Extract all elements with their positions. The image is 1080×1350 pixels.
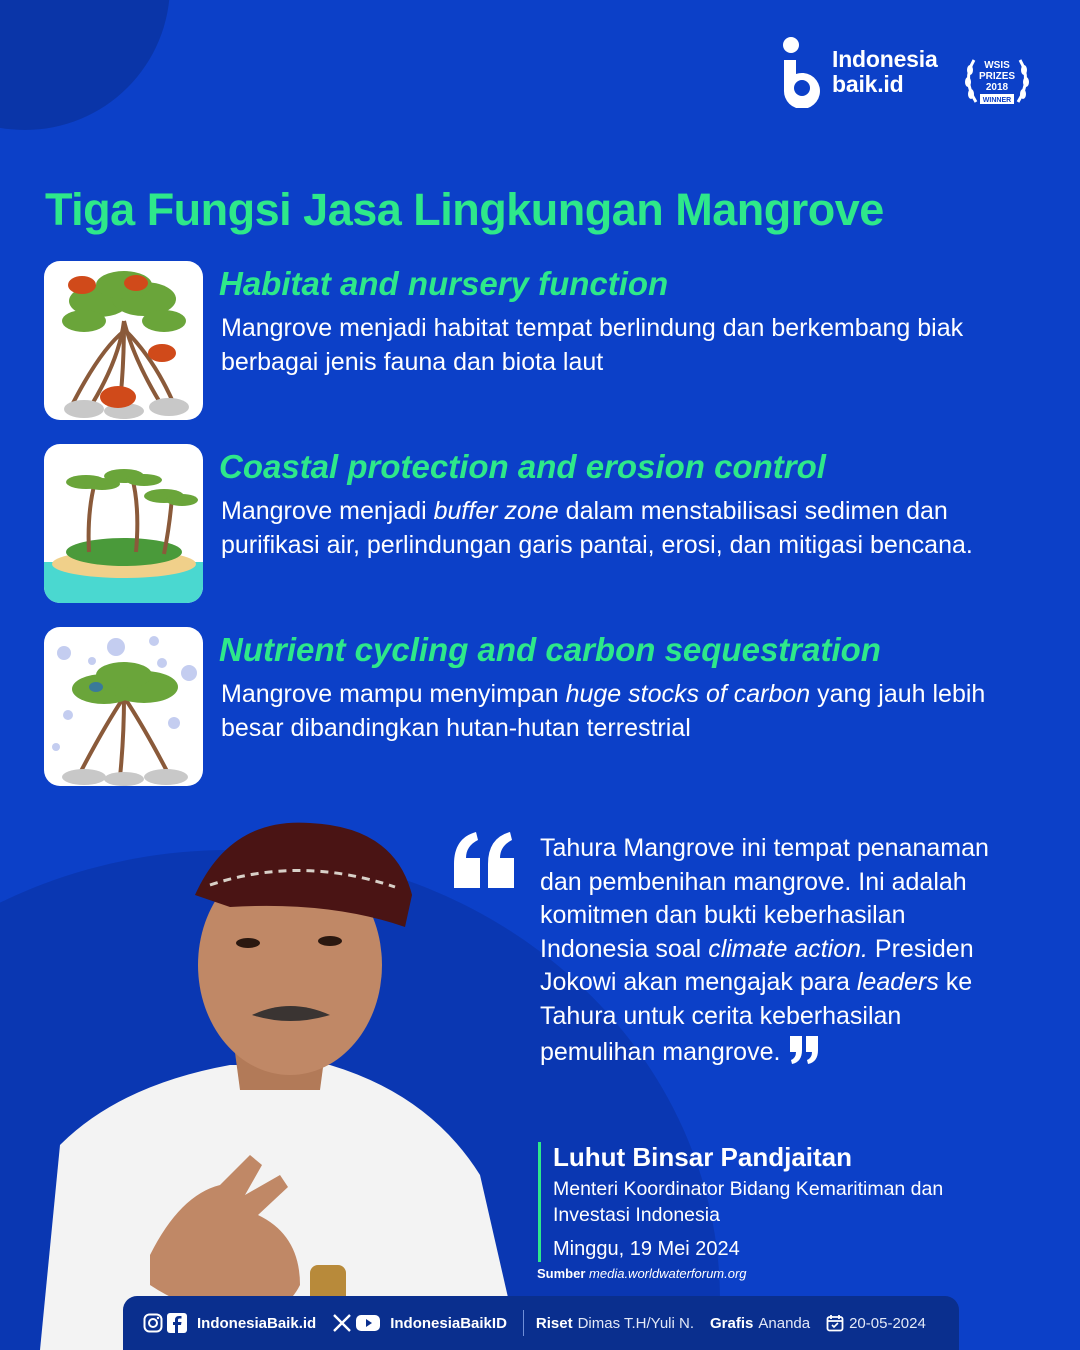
logo-b-icon xyxy=(780,36,826,108)
prize-line1: WSIS xyxy=(984,60,1010,71)
x-icon[interactable] xyxy=(332,1313,352,1333)
function-item-nutrient xyxy=(44,627,1044,787)
source-label: Sumber xyxy=(537,1266,586,1281)
item-body-text: dalam menstabilisasi sedimen dan purifikasi air, perlindungan garis pantai, erosi, dan mitigasi bencana. xyxy=(221,497,973,559)
quote-part: Tahura Mangrove ini tempat penanaman dan pembenihan mangrove. Ini adalah komitmen dan bukti keberhasilan Indonesia soal xyxy=(540,834,989,963)
source-link[interactable]: media.worldwaterforum.org xyxy=(589,1266,747,1281)
item-body-emphasis: buffer zone xyxy=(433,497,559,525)
item-body: Mangrove menjadi habitat tempat berlindung dan berkembang biak berbagai jenis fauna dan biota laut xyxy=(221,314,964,376)
island-palms-icon xyxy=(44,444,203,603)
logo-line2: baik.id xyxy=(832,71,904,97)
quote-part: ke Tahura untuk cerita keberhasilan pemulihan mangrove. xyxy=(540,968,973,1066)
item-body-emphasis: huge stocks of carbon xyxy=(565,680,811,708)
quote-emphasis: leaders xyxy=(856,968,939,997)
footer-handle-2[interactable]: IndonesiaBaikID xyxy=(390,1314,507,1332)
riset-label: Riset xyxy=(535,1314,573,1332)
item-body-text: Mangrove menjadi xyxy=(221,497,434,525)
mangrove-crabs-icon xyxy=(44,261,203,420)
calendar-icon xyxy=(826,1314,844,1332)
logo-line1: Indonesia xyxy=(832,46,938,72)
speaker-role: Menteri Koordinator Bidang Kemaritiman dan Investasi Indonesia xyxy=(553,1178,944,1226)
footer-bar xyxy=(123,1296,959,1350)
footer-date: 20-05-2024 xyxy=(849,1314,926,1332)
wsis-prize-badge xyxy=(958,52,1036,118)
close-quote-icon xyxy=(788,1034,822,1066)
quote-text xyxy=(540,832,1020,1069)
quote-date: Minggu, 19 Mei 2024 xyxy=(553,1238,740,1260)
speaker-name: Luhut Binsar Pandjaitan xyxy=(553,1142,853,1172)
grafis-label: Grafis xyxy=(710,1314,754,1332)
footer-handle-1[interactable]: IndonesiaBaik.id xyxy=(197,1314,317,1332)
footer-divider xyxy=(523,1310,524,1336)
prize-line2: PRIZES xyxy=(978,71,1016,82)
facebook-icon[interactable] xyxy=(167,1313,187,1333)
riset-value: Dimas T.H/Yuli N. xyxy=(577,1314,695,1332)
item-body xyxy=(221,677,1011,745)
quote-part: Presiden Jokowi akan mengajak para xyxy=(540,934,974,997)
grafis-value: Ananda xyxy=(758,1314,811,1332)
prize-line4: WINNER xyxy=(982,97,1012,104)
item-body-text: yang jauh lebih besar dibandingkan hutan-hutan terrestrial xyxy=(221,680,986,742)
quote-emphasis: climate action. xyxy=(708,934,868,963)
function-item-coastal xyxy=(44,444,1044,604)
instagram-icon[interactable] xyxy=(143,1313,163,1333)
quote-attribution xyxy=(538,1142,1008,1262)
item-heading: Coastal protection and erosion control xyxy=(219,448,826,485)
function-item-habitat xyxy=(44,261,1044,421)
item-body-text: Mangrove mampu menyimpan xyxy=(221,680,566,708)
background-circle xyxy=(0,0,170,130)
indonesiabaik-logo[interactable] xyxy=(780,36,938,108)
item-heading: Nutrient cycling and carbon sequestration xyxy=(219,631,881,668)
page-title: Tiga Fungsi Jasa Lingkungan Mangrove xyxy=(45,184,884,235)
prize-line3: 2018 xyxy=(985,82,1009,93)
youtube-icon[interactable] xyxy=(356,1313,380,1333)
item-heading: Habitat and nursery function xyxy=(219,265,669,302)
mangrove-bubbles-icon xyxy=(44,627,203,786)
source-credit xyxy=(537,1266,747,1281)
open-quote-icon xyxy=(450,826,520,896)
item-body xyxy=(221,494,1011,562)
